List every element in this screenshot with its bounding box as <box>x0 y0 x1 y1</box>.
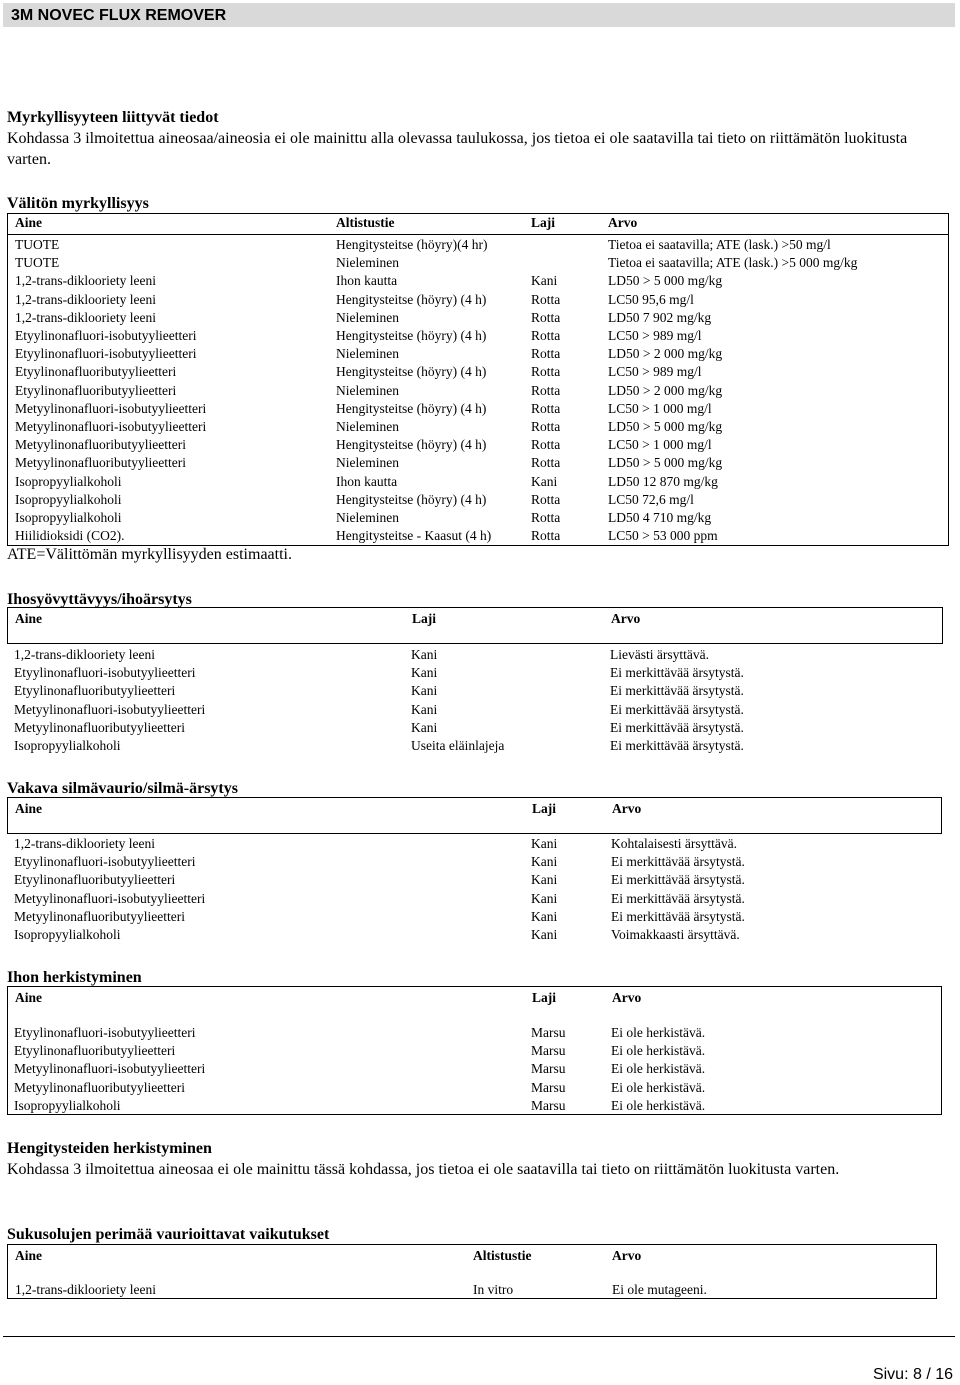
table-cell: LD50 > 5 000 mg/kg <box>608 419 723 434</box>
table-row <box>8 363 948 381</box>
document-title: 3M NOVEC FLUX REMOVER <box>11 7 227 24</box>
table-cell: LD50 > 5 000 mg/kg <box>608 455 723 471</box>
table-cell: Nieleminen <box>336 419 399 434</box>
column-header-substance: Aine <box>15 611 42 626</box>
germ-cell-table <box>7 1244 937 1299</box>
table-cell: Ihon kautta <box>336 273 398 289</box>
table-cell: Nieleminen <box>336 382 399 398</box>
table-cell: Rotta <box>531 419 561 434</box>
toxicology-intro-text: Kohdassa 3 ilmoitettua aineosaa/aineosia ei ole mainittu alla olevassa taulukossa, jos tietoa ei ole saatavilla tai tieto on riittämätön luokitusta varten. <box>7 130 908 168</box>
skin-irritation-heading: Ihosyövyttävyys/ihoärsytys <box>7 591 192 608</box>
table-cell: LD50 > 2 000 mg/kg <box>608 346 723 362</box>
table-row <box>8 272 948 290</box>
table-cell: Metyylinonafluori-isobutyylieetteri <box>15 400 207 416</box>
table-cell: Useita eläinlajeja <box>411 738 505 753</box>
table-row <box>7 701 943 719</box>
table-row <box>8 291 948 309</box>
table-row <box>7 890 942 908</box>
table-cell: Rotta <box>531 510 561 525</box>
table-cell: Kani <box>531 890 558 906</box>
table-cell: Hengitysteitse (höyry) (4 h) <box>336 364 487 380</box>
table-cell: Lievästi ärsyttävä. <box>610 647 709 662</box>
table-cell: Rotta <box>531 328 561 343</box>
table-cell: Kani <box>411 701 438 717</box>
table-cell: Nieleminen <box>336 309 399 325</box>
table-cell: Hengitysteitse (höyry) (4 h) <box>336 328 487 343</box>
table-cell: Etyylinonafluoributyylieetteri <box>15 364 177 380</box>
table-cell: Kani <box>531 927 558 942</box>
table-cell: Etyylinonafluori-isobutyylieetteri <box>14 854 196 870</box>
table-cell: Rotta <box>531 291 561 307</box>
table-cell: Kohtalaisesti ärsyttävä. <box>611 836 737 851</box>
table-row <box>7 646 943 664</box>
table-cell: Kani <box>411 647 438 662</box>
table-row <box>7 853 942 871</box>
table-cell: Etyylinonafluoributyylieetteri <box>15 382 177 398</box>
table-cell: Rotta <box>531 528 561 544</box>
table-cell: Nieleminen <box>336 510 399 525</box>
table-row <box>7 908 942 926</box>
table-cell: Rotta <box>531 491 561 507</box>
table-cell: Isopropyylialkoholi <box>15 491 122 507</box>
eye-irritation-rows <box>7 835 942 945</box>
table-cell-substance: 1,2-trans-diklooriety leeni <box>15 1282 156 1297</box>
skin-irritation-table <box>7 607 943 644</box>
table-row <box>7 1060 942 1078</box>
table-cell: Hengitysteitse (höyry) (4 h) <box>336 491 487 507</box>
table-cell: Etyylinonafluoributyylieetteri <box>14 1043 176 1059</box>
table-cell: Metyylinonafluoributyylieetteri <box>15 437 186 453</box>
table-cell: Kani <box>531 872 558 888</box>
toxicology-heading: Myrkyllisyyteen liittyvät tiedot <box>7 109 219 126</box>
table-cell: Ei merkittävää ärsytystä. <box>611 872 745 888</box>
skin-irritation-rows <box>7 646 943 756</box>
table-cell: Ei merkittävää ärsytystä. <box>610 738 744 753</box>
table-cell: Ei merkittävää ärsytystä. <box>610 665 744 681</box>
table-row <box>8 436 948 454</box>
table-cell: LC50 95,6 mg/l <box>608 291 694 307</box>
column-header-value: Arvo <box>608 215 638 230</box>
table-row <box>8 491 948 509</box>
table-cell: Hengitysteitse (höyry) (4 h) <box>336 437 487 453</box>
column-header-value: Arvo <box>612 990 642 1005</box>
eye-irritation-heading: Vakava silmävaurio/silmä-ärsytys <box>7 780 238 797</box>
table-cell: Kani <box>411 665 438 681</box>
table-row <box>8 509 948 527</box>
table-row <box>8 473 948 491</box>
table-cell: Metyylinonafluori-isobutyylieetteri <box>14 1061 206 1077</box>
table-cell: Rotta <box>531 400 561 416</box>
column-header-substance: Aine <box>15 990 42 1005</box>
table-cell: Ei merkittävää ärsytystä. <box>610 719 744 735</box>
table-cell: Hengitysteitse (höyry) (4 h) <box>336 291 487 307</box>
column-header-species: Laji <box>412 611 437 626</box>
column-header-species: Laji <box>531 215 556 230</box>
table-cell: Ei merkittävää ärsytystä. <box>611 854 745 870</box>
column-header-substance: Aine <box>15 215 42 230</box>
column-header-value: Arvo <box>612 801 642 816</box>
table-row <box>7 664 943 682</box>
table-cell: Metyylinonafluoributyylieetteri <box>14 1079 185 1095</box>
table-row <box>8 309 948 327</box>
column-header-species: Laji <box>532 990 557 1005</box>
table-cell: Tietoa ei saatavilla; ATE (lask.) >5 000 mg/kg <box>608 255 858 271</box>
table-header-row <box>8 608 942 643</box>
acute-toxicity-heading: Välitön myrkyllisyys <box>7 195 149 212</box>
table-cell: LD50 12 870 mg/kg <box>608 473 718 489</box>
table-row <box>7 835 942 853</box>
table-cell: Kani <box>411 719 438 735</box>
header-bar <box>3 3 955 27</box>
table-cell: Isopropyylialkoholi <box>14 738 121 753</box>
table-row <box>8 454 948 472</box>
table-row <box>8 254 948 272</box>
table-cell: Isopropyylialkoholi <box>15 510 122 525</box>
table-row <box>8 527 948 545</box>
ate-footnote: ATE=Välittömän myrkyllisyyden estimaatti. <box>7 546 292 563</box>
respiratory-sensitisation-heading: Hengitysteiden herkistyminen <box>7 1140 212 1157</box>
table-cell: Kani <box>531 854 558 870</box>
table-cell: Etyylinonafluori-isobutyylieetteri <box>15 346 197 362</box>
table-cell: Rotta <box>531 437 561 453</box>
table-cell: Ei ole herkistävä. <box>611 1025 706 1040</box>
table-cell: TUOTE <box>15 237 60 252</box>
table-cell: Hengitysteitse - Kaasut (4 h) <box>336 528 492 544</box>
table-cell: Etyylinonafluoributyylieetteri <box>14 872 176 888</box>
table-row <box>8 236 948 254</box>
skin-sensitisation-heading: Ihon herkistyminen <box>7 969 142 986</box>
table-cell: Rotta <box>531 309 561 325</box>
table-cell: Rotta <box>531 364 561 380</box>
table-cell: Nieleminen <box>336 255 399 271</box>
table-cell: Kani <box>531 908 558 924</box>
page-number: Sivu: 8 / 16 <box>872 1366 953 1383</box>
table-cell-value: Ei ole mutageeni. <box>612 1282 707 1297</box>
table-cell: Tietoa ei saatavilla; ATE (lask.) >50 mg/l <box>608 237 831 252</box>
table-row <box>8 382 948 400</box>
table-cell: Kani <box>411 683 438 699</box>
table-cell: LC50 > 989 mg/l <box>608 364 702 380</box>
column-header-route: Altistustie <box>336 215 395 230</box>
table-cell: Ei merkittävää ärsytystä. <box>611 908 745 924</box>
table-cell: Metyylinonafluoributyylieetteri <box>15 455 186 471</box>
table-cell: Marsu <box>531 1043 566 1059</box>
footer-rule <box>3 1336 955 1337</box>
table-row <box>7 1042 942 1060</box>
table-cell: LD50 7 902 mg/kg <box>608 309 712 325</box>
table-cell: LC50 72,6 mg/l <box>608 491 694 507</box>
germ-cell-heading: Sukusolujen perimää vaurioittavat vaikutukset <box>7 1226 330 1243</box>
table-cell: Hiilidioksidi (CO2). <box>15 528 125 544</box>
table-cell: Marsu <box>531 1097 566 1113</box>
table-row <box>7 1079 942 1097</box>
table-row <box>7 682 943 700</box>
column-header-species: Laji <box>532 801 557 816</box>
table-cell: Ei merkittävää ärsytystä. <box>611 890 745 906</box>
table-row <box>7 926 942 944</box>
table-cell: Metyylinonafluoributyylieetteri <box>14 908 185 924</box>
table-cell: Etyylinonafluori-isobutyylieetteri <box>14 665 196 681</box>
table-cell: Rotta <box>531 346 561 362</box>
table-cell: Ei ole herkistävä. <box>611 1079 706 1095</box>
table-cell: 1,2-trans-diklooriety leeni <box>14 647 155 662</box>
table-cell: Marsu <box>531 1025 566 1040</box>
table-row <box>8 418 948 436</box>
table-cell: 1,2-trans-diklooriety leeni <box>15 309 156 325</box>
table-cell: LC50 > 989 mg/l <box>608 328 702 343</box>
table-cell: Ihon kautta <box>336 473 398 489</box>
column-header-substance: Aine <box>15 801 42 816</box>
table-cell: Metyylinonafluori-isobutyylieetteri <box>14 701 206 717</box>
table-cell: LD50 > 2 000 mg/kg <box>608 382 723 398</box>
table-cell: LC50 > 53 000 ppm <box>608 528 718 544</box>
table-cell-route: In vitro <box>473 1282 514 1297</box>
table-cell: Ei ole herkistävä. <box>611 1097 706 1113</box>
table-row <box>8 345 948 363</box>
table-cell: Kani <box>531 473 558 489</box>
table-cell: Hengitysteitse (höyry)(4 hr) <box>336 237 488 252</box>
table-row <box>7 1024 942 1042</box>
table-cell: 1,2-trans-diklooriety leeni <box>15 273 156 289</box>
table-cell: Kani <box>531 273 558 289</box>
table-cell: 1,2-trans-diklooriety leeni <box>15 291 156 307</box>
table-cell: Metyylinonafluori-isobutyylieetteri <box>15 419 207 434</box>
table-cell: Rotta <box>531 382 561 398</box>
table-cell: Rotta <box>531 455 561 471</box>
column-header-substance: Aine <box>15 1248 42 1263</box>
table-cell: Ei ole herkistävä. <box>611 1043 706 1059</box>
table-header-row <box>8 214 948 235</box>
table-cell: Marsu <box>531 1079 566 1095</box>
respiratory-sensitisation-text: Kohdassa 3 ilmoitettua aineosaa ei ole mainittu tässä kohdassa, jos tietoa ei ole saatavilla tai tieto on riittämätön luokitusta varten. <box>7 1161 840 1178</box>
table-cell: Kani <box>531 836 558 851</box>
table-cell: Etyylinonafluori-isobutyylieetteri <box>15 328 197 343</box>
column-header-value: Arvo <box>612 1248 642 1263</box>
table-cell: LD50 4 710 mg/kg <box>608 510 712 525</box>
table-cell: Nieleminen <box>336 455 399 471</box>
table-cell: Isopropyylialkoholi <box>14 1097 121 1113</box>
table-cell: LC50 > 1 000 mg/l <box>608 437 712 453</box>
table-cell: Etyylinonafluoributyylieetteri <box>14 683 176 699</box>
table-cell: Isopropyylialkoholi <box>15 473 122 489</box>
table-row <box>7 871 942 889</box>
table-row <box>7 737 943 755</box>
table-cell: Marsu <box>531 1061 566 1077</box>
table-cell: Isopropyylialkoholi <box>14 927 121 942</box>
table-cell: Voimakkaasti ärsyttävä. <box>611 927 740 942</box>
table-row <box>8 327 948 345</box>
table-cell: Ei merkittävää ärsytystä. <box>610 683 744 699</box>
skin-sensitisation-rows <box>7 1024 942 1116</box>
table-cell: Metyylinonafluoributyylieetteri <box>14 719 185 735</box>
table-cell: Metyylinonafluori-isobutyylieetteri <box>14 890 206 906</box>
table-cell: Ei merkittävää ärsytystä. <box>610 701 744 717</box>
column-header-value: Arvo <box>611 611 641 626</box>
table-row <box>7 1097 942 1115</box>
table-cell: Nieleminen <box>336 346 399 362</box>
acute-toxicity-table <box>7 213 949 546</box>
table-cell: LD50 > 5 000 mg/kg <box>608 273 723 289</box>
table-cell: Ei ole herkistävä. <box>611 1061 706 1077</box>
table-cell: 1,2-trans-diklooriety leeni <box>14 836 155 851</box>
column-header-route: Altistustie <box>473 1248 532 1263</box>
table-cell: Etyylinonafluori-isobutyylieetteri <box>14 1025 196 1040</box>
table-row <box>7 719 943 737</box>
table-row <box>8 400 948 418</box>
table-cell: Hengitysteitse (höyry) (4 h) <box>336 400 487 416</box>
table-cell: TUOTE <box>15 255 60 271</box>
eye-irritation-table <box>7 797 942 834</box>
table-cell: LC50 > 1 000 mg/l <box>608 400 712 416</box>
